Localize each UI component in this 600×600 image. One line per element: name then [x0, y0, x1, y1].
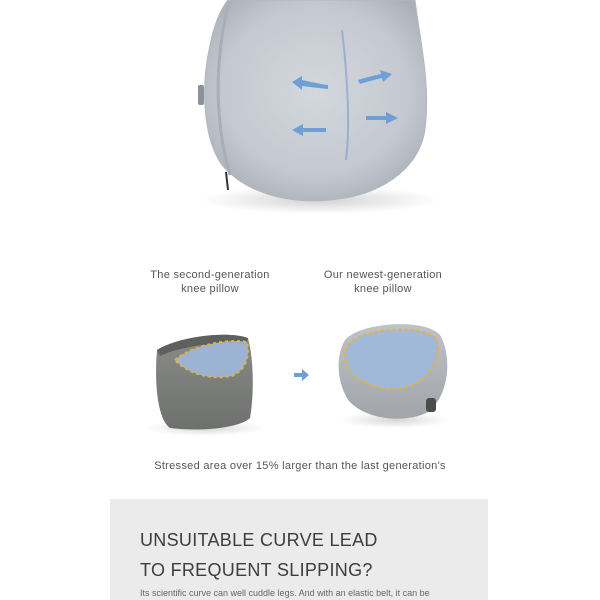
second-generation-label	[120, 268, 300, 296]
info-panel	[110, 499, 488, 600]
label-line: Our newest-generation	[323, 269, 443, 281]
comparison-caption: Stressed area over 15% larger than the last generation's	[154, 460, 446, 472]
hero-pillow-image	[0, 0, 600, 230]
second-generation-pillow	[145, 335, 265, 436]
panel-title-line: UNSUITABLE CURVE LEAD	[140, 530, 378, 550]
label-line: knee pillow	[181, 283, 239, 295]
arrow-right-icon	[294, 369, 309, 381]
panel-title	[140, 525, 378, 585]
pillow-comparison-images	[0, 300, 600, 450]
panel-title-line: TO FREQUENT SLIPPING?	[140, 560, 373, 580]
label-line: The second-generation	[150, 269, 270, 281]
newest-generation-label	[293, 268, 473, 296]
newest-generation-pillow	[339, 324, 450, 428]
label-line: knee pillow	[354, 283, 412, 295]
panel-body-text: Its scientific curve can well cuddle legs. And with an elastic belt, it can be	[140, 588, 430, 598]
